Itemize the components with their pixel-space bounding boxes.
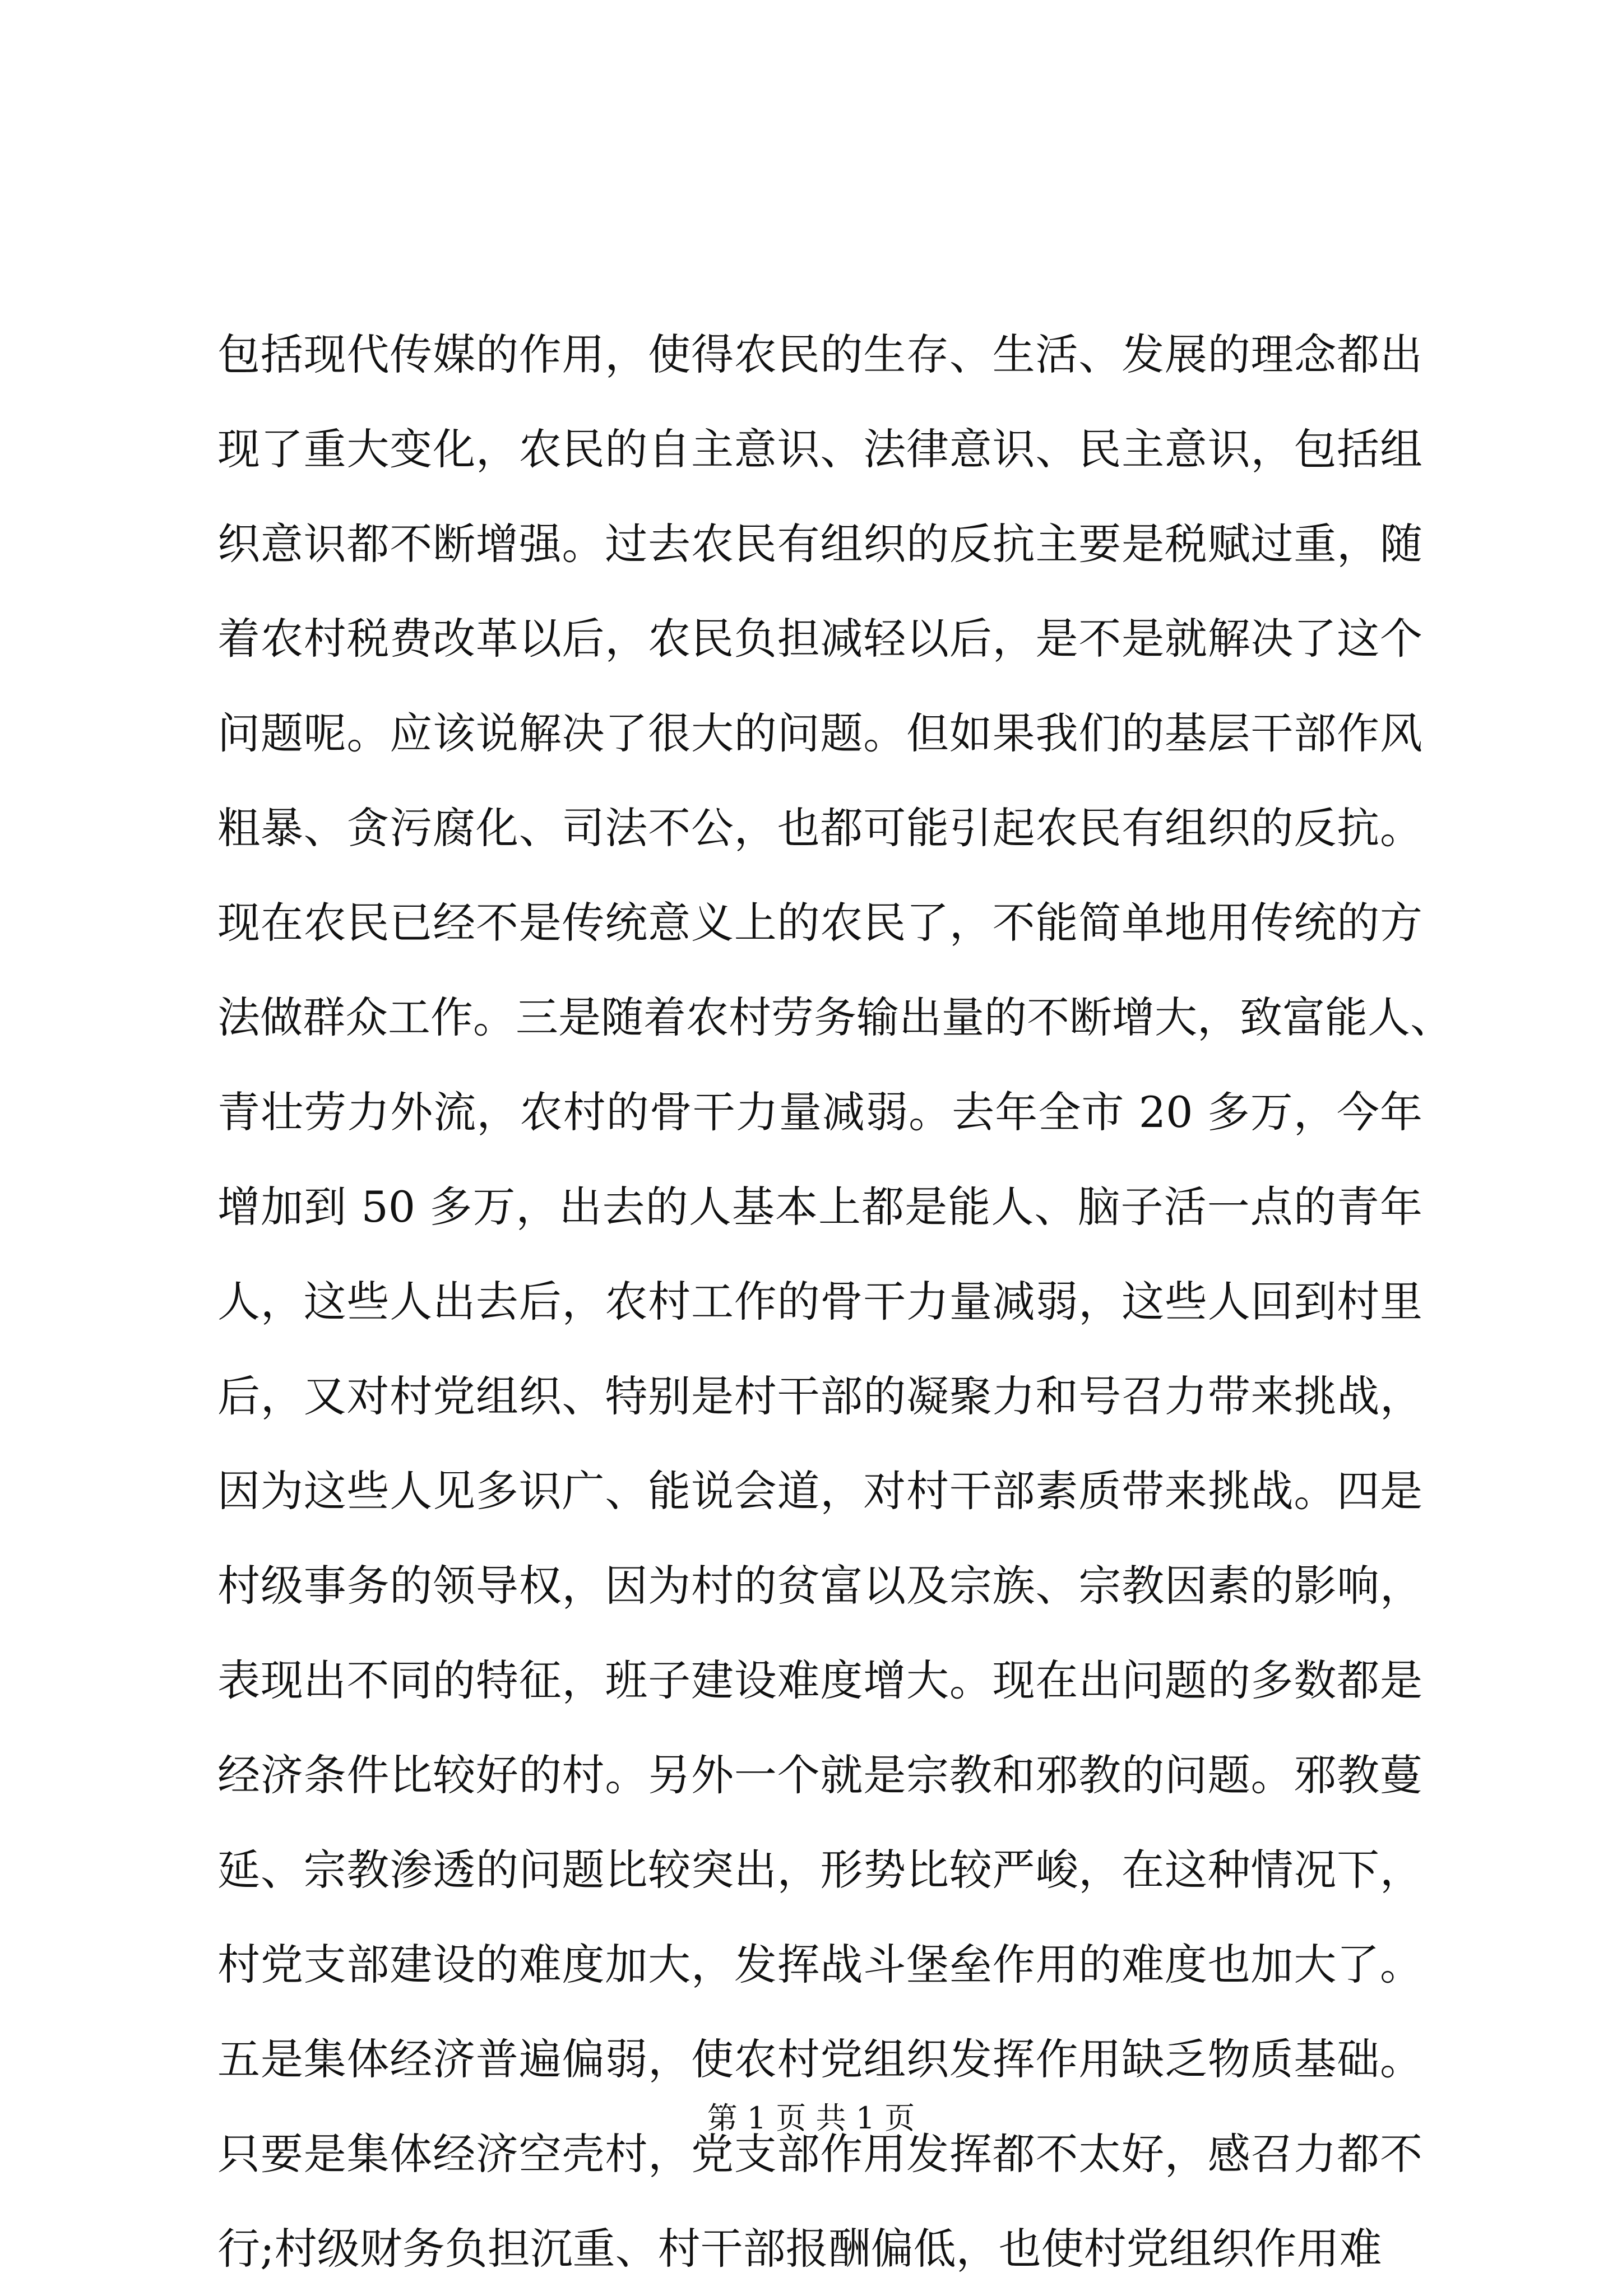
- text-line-16: 经济条件比较好的村。另外一个就是宗教和邪教的问题。邪教蔓: [217, 1750, 1422, 1800]
- text-line-15: 表现出不同的特征，班子建设难度增大。现在出问题的多数都是: [217, 1655, 1422, 1705]
- text-line-12: 后，又对村党组织、特别是村干部的凝聚力和号召力带来挑战，: [217, 1371, 1422, 1421]
- text-line-20: 只要是集体经济空壳村，党支部作用发挥都不太好，感召力都不: [217, 2129, 1422, 2179]
- text-line-8: 法做群众工作。三是随着农村劳务输出量的不断增大，致富能人、: [217, 992, 1453, 1042]
- text-line-7: 现在农民已经不是传统意义上的农民了，不能简单地用传统的方: [217, 898, 1422, 948]
- text-line-4: 着农村税费改革以后，农民负担减轻以后，是不是就解决了这个: [217, 614, 1422, 664]
- text-line-2: 现了重大变化，农民的自主意识、法律意识、民主意识，包括组: [217, 424, 1422, 474]
- text-line-10: 增加到 50 多万，出去的人基本上都是能人、脑子活一点的青年: [217, 1182, 1422, 1232]
- page-footer: [0, 2099, 1622, 2138]
- text-line-19: 五是集体经济普遍偏弱，使农村党组织发挥作用缺乏物质基础。: [217, 2034, 1422, 2084]
- text-line-9: 青壮劳力外流，农村的骨干力量减弱。去年全市 20 多万，今年: [217, 1087, 1422, 1137]
- text-line-14: 村级事务的领导权，因为村的贫富以及宗族、宗教因素的影响，: [217, 1561, 1422, 1611]
- text-line-18: 村党支部建设的难度加大，发挥战斗堡垒作用的难度也加大了。: [217, 1940, 1422, 1989]
- text-line-6: 粗暴、贪污腐化、司法不公，也都可能引起农民有组织的反抗。: [217, 803, 1422, 853]
- page-number-label: 第 1 页 共 1 页: [707, 2100, 915, 2136]
- text-line-3: 织意识都不断增强。过去农民有组织的反抗主要是税赋过重，随: [217, 519, 1422, 569]
- text-line-21: 行;村级财务负担沉重、村干部报酬偏低，也使村党组织作用难: [217, 2224, 1382, 2274]
- text-line-11: 人，这些人出去后，农村工作的骨干力量减弱，这些人回到村里: [217, 1277, 1422, 1326]
- text-line-5: 问题呢。应该说解决了很大的问题。但如果我们的基层干部作风: [217, 708, 1422, 758]
- text-line-13: 因为这些人见多识广、能说会道，对村干部素质带来挑战。四是: [217, 1466, 1422, 1516]
- text-line-1: 包括现代传媒的作用，使得农民的生存、生活、发展的理念都出: [217, 330, 1422, 379]
- body-text: [217, 307, 1453, 2296]
- text-line-17: 延、宗教渗透的问题比较突出，形势比较严峻，在这种情况下，: [217, 1845, 1422, 1895]
